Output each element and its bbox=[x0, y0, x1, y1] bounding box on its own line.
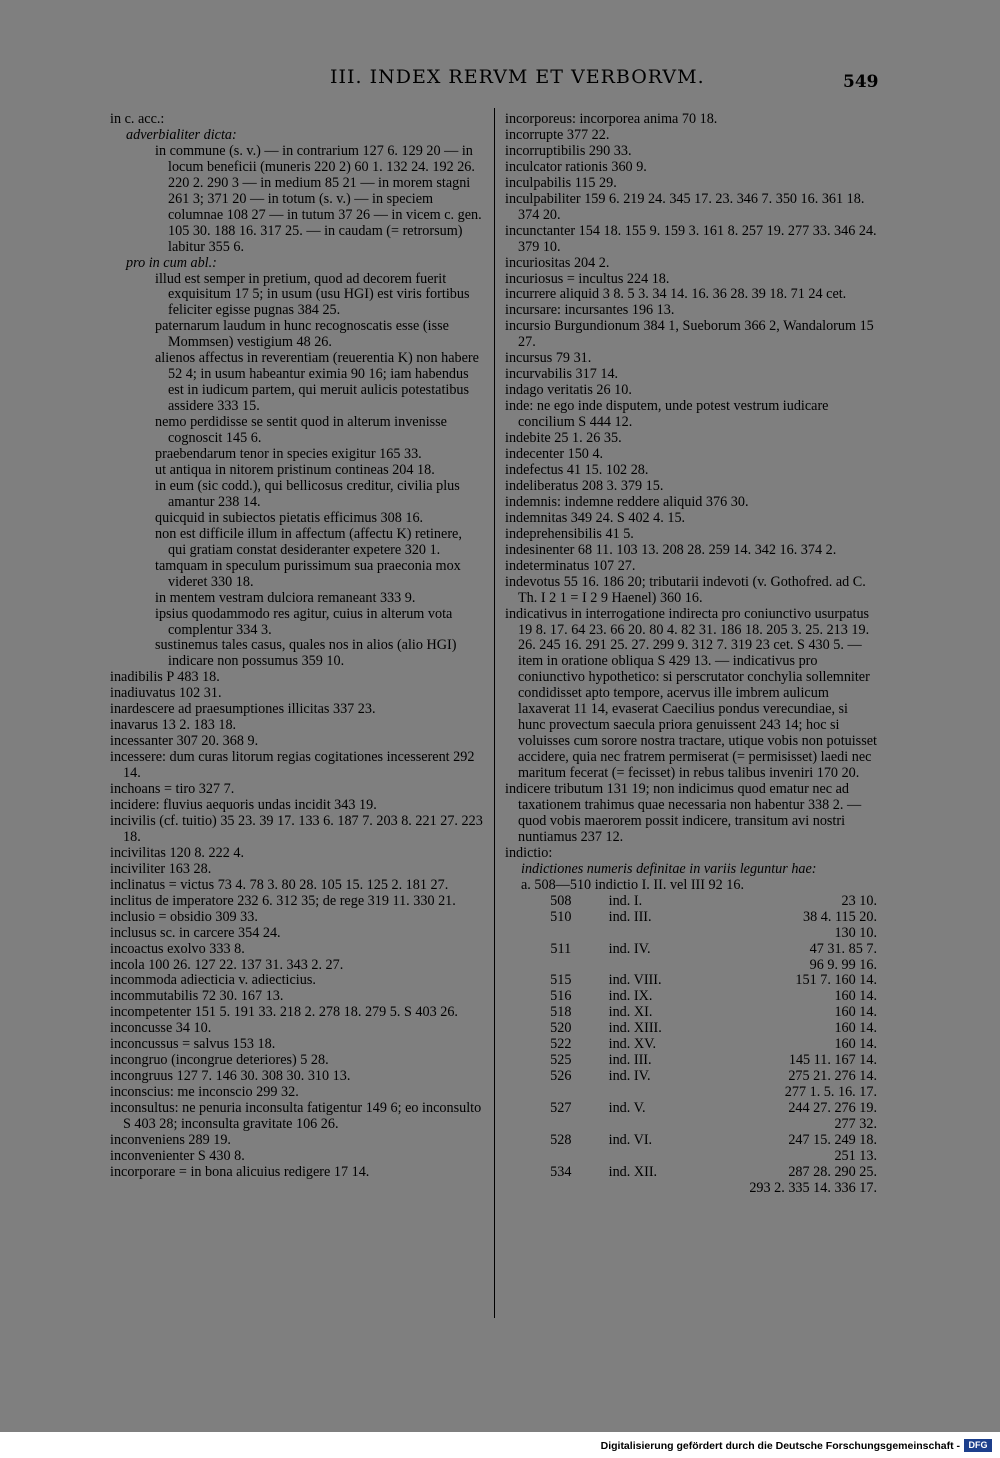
indiction-year: 508 bbox=[550, 892, 572, 909]
table-row bbox=[525, 1165, 877, 1197]
indiction-year: 527 bbox=[550, 1100, 572, 1117]
indiction-year: 525 bbox=[550, 1052, 572, 1069]
indiction-ref-line: 251 13. bbox=[834, 1147, 877, 1164]
index-entry: indicere tributum 131 19; non indicimus quod ematur nec ad taxationem trahimus quae necessaria non habentur 338 2. — quod vobis maerorem possit indicere, transitum avi nostri nuntiamus 237 12. bbox=[505, 781, 862, 845]
indiction-ref-line: 130 10. bbox=[834, 924, 877, 941]
indiction-refs bbox=[718, 989, 877, 1005]
table-row bbox=[525, 910, 877, 942]
indiction-year: 518 bbox=[550, 1004, 572, 1021]
indiction-ref-line: 145 11. 167 14. bbox=[788, 1052, 877, 1069]
indiction-ref-line: 47 31. 85 7. bbox=[809, 940, 877, 957]
indiction-ind: ind. V. bbox=[608, 1100, 646, 1117]
index-entry: incursio Burgundionum 384 1, Sueborum 366 2, Wandalorum 15 27. bbox=[505, 318, 874, 351]
table-row bbox=[525, 1037, 877, 1053]
index-entry: indemnis: indemne reddere aliquid 376 30. bbox=[505, 493, 749, 510]
index-entry: inconvenienter S 430 8. bbox=[110, 1147, 245, 1164]
indiction-ind: ind. XIII. bbox=[608, 1020, 662, 1037]
indiction-ind: ind. IX. bbox=[608, 988, 653, 1005]
index-entry: ipsius quodammodo res agitur, cuius in alterum vota complentur 334 3. bbox=[155, 605, 453, 638]
indiction-ref-line: 151 7. 160 14. bbox=[795, 972, 877, 989]
index-entry: nemo perdidisse se sentit quod in alterum invenisse cognoscit 145 6. bbox=[155, 414, 447, 447]
index-entry: incursus 79 31. bbox=[505, 350, 592, 367]
index-entry: indeliberatus 208 3. 379 15. bbox=[505, 477, 664, 494]
index-entry: indebite 25 1. 26 35. bbox=[505, 430, 622, 447]
index-entry: indictio: bbox=[505, 844, 553, 861]
indiction-ind: ind. IV. bbox=[608, 940, 651, 957]
indiction-refs bbox=[718, 942, 877, 974]
index-entry: indago veritatis 26 10. bbox=[505, 382, 632, 399]
index-entry: praebendarum tenor in species exigitur 165 33. bbox=[155, 446, 422, 463]
indiction-year: 510 bbox=[550, 908, 572, 925]
index-entry: incessanter 307 20. 368 9. bbox=[110, 733, 259, 750]
index-entry: indicativus in interrogatione indirecta pro coniunctivo usurpatus 19 8. 17. 64 23. 66 20. 80 4. 82 31. 186 18. 205 3. 25. 213 19. 26. 245 16. 291 25. 27. 299 9. 312 7. 319 23 cet. S 430 5. — item in oratione obliqua S 429 13. — indicativus pro coniunctivo hypothetico: si perscrutator conchylia sollemniter condidisset apto tempore, acervus ille imbrem aulicum laxaverat 11 14, evaserat Caecilius pondus verecundiae, si hunc provectum saecula priora genuissent 243 14; hoc si voluisses cum sorore nostra tractare, utique vobis non potuisset accidere, quia nec fratrem permiserat (= permisisset) laedi nec maritum fecerat (= fecisset) in rebus talibus inveniri 170 20. bbox=[505, 605, 877, 782]
index-entry: incommoda adiecticia v. adiecticius. bbox=[110, 972, 316, 989]
index-entry: incompetenter 151 5. 191 33. 218 2. 278 18. 279 5. S 403 26. bbox=[110, 1004, 458, 1021]
indiction-ind: ind. VI. bbox=[608, 1132, 653, 1148]
indiction-ref-line: 244 27. 276 19. bbox=[788, 1100, 877, 1117]
index-entry: incoactus exolvo 333 8. bbox=[110, 940, 245, 957]
index-entry: indevotus 55 16. 186 20; tributarii indevoti (v. Gothofred. ad C. Th. I 2 1 = I 2 9 Haenel) 360 16. bbox=[505, 573, 866, 606]
indiction-year: 520 bbox=[550, 1020, 572, 1037]
footer-bar bbox=[0, 1432, 1000, 1458]
indiction-ref-line: 160 14. bbox=[834, 1004, 877, 1021]
index-entry: inavarus 13 2. 183 18. bbox=[110, 717, 237, 734]
indiction-year: 515 bbox=[550, 972, 572, 989]
index-entry: in c. acc.: bbox=[110, 111, 165, 127]
index-entry: inclusus sc. in carcere 354 24. bbox=[110, 924, 281, 941]
index-entry: inciviliter 163 28. bbox=[110, 860, 212, 877]
indiction-refs bbox=[718, 1069, 877, 1101]
dfg-logo-icon: DFG bbox=[964, 1439, 992, 1452]
index-entry: inculpabiliter 159 6. 219 24. 345 17. 23. 346 7. 350 16. 361 18. 374 20. bbox=[505, 190, 865, 223]
index-entry: inadibilis P 483 18. bbox=[110, 669, 220, 686]
indiction-ind: ind. IV. bbox=[608, 1068, 651, 1085]
index-entry: inconcussus = salvus 153 18. bbox=[110, 1036, 276, 1053]
index-entry: incurvabilis 317 14. bbox=[505, 366, 619, 383]
table-row bbox=[525, 1005, 877, 1021]
index-entry: incongruo (incongrue deteriores) 5 28. bbox=[110, 1052, 329, 1069]
table-row bbox=[525, 942, 877, 974]
indiction-year: 534 bbox=[550, 1163, 572, 1180]
indiction-ref-line: 38 4. 115 20. bbox=[803, 908, 877, 925]
indiction-year: 528 bbox=[550, 1132, 572, 1148]
indiction-ind: ind. VIII. bbox=[608, 972, 662, 989]
index-entry: alienos affectus in reverentiam (reuerentia K) non habere 52 4; in usum habeantur eximia 90 16; iam habendus est in iudicum partem, qui meruit aulicis potestatibus assidere 333 15. bbox=[155, 350, 479, 415]
footer-credit: Digitalisierung gefördert durch die Deutsche Forschungsgemeinschaft - bbox=[600, 1440, 960, 1452]
index-entry: sustinemus tales casus, quales nos in alios (alio HGI) indicare non possumus 359 10. bbox=[155, 637, 457, 670]
index-entry: non est difficile illum in affectum (affectu K) retinere, qui gratiam constat desideranter expetere 320 1. bbox=[155, 525, 462, 558]
table-row bbox=[525, 1069, 877, 1101]
index-entry: inculpabilis 115 29. bbox=[505, 174, 617, 191]
index-entry: quicquid in subiectos pietatis efficimus 308 16. bbox=[155, 509, 424, 526]
table-row bbox=[525, 1133, 877, 1165]
running-head: III. INDEX RERVM ET VERBORVM. bbox=[330, 66, 705, 88]
index-entry: inconveniens 289 19. bbox=[110, 1132, 231, 1148]
table-row bbox=[525, 894, 877, 910]
indiction-ref-line: 293 2. 335 14. 336 17. bbox=[749, 1179, 877, 1196]
indiction-ref-line: 96 9. 99 16. bbox=[809, 956, 877, 973]
indiction-ref-line: 23 10. bbox=[841, 892, 877, 909]
indiction-year: 511 bbox=[550, 940, 572, 957]
indiction-ref-line: 247 15. 249 18. bbox=[788, 1132, 877, 1148]
indiction-refs bbox=[718, 1133, 877, 1165]
index-entry: inclusio = obsidio 309 33. bbox=[110, 908, 258, 925]
indiction-ref-line: 160 14. bbox=[834, 1036, 877, 1053]
table-row bbox=[525, 1021, 877, 1037]
index-entry: indecenter 150 4. bbox=[505, 446, 604, 463]
index-entry: incorporare = in bona alicuius redigere 17 14. bbox=[110, 1163, 370, 1180]
index-entry: indemnitas 349 24. S 402 4. 15. bbox=[505, 509, 686, 526]
index-entry: in eum (sic codd.), qui bellicosus creditur, civilia plus amantur 238 14. bbox=[155, 477, 460, 510]
index-entry: inde: ne ego inde disputem, unde potest vestrum iudicare concilium S 444 12. bbox=[505, 398, 829, 431]
index-entry: in commune (s. v.) — in contrarium 127 6. 129 20 — in locum beneficii (muneris 220 2) 60 1. 132 24. 192 26. 220 2. 290 3 — in medium 85 21 — in morem stagni 261 3; 371 20 — in totum (s. v.) — in speciem columnae 108 27 — in tutum 37 26 — in vicem c. gen. 105 30. 188 16. 317 25. — in caudam (= retrorsum) labitur 355 6. bbox=[155, 142, 482, 255]
index-entry: incorruptibilis 290 33. bbox=[505, 142, 632, 159]
index-entry: incorporeus: incorporea anima 70 18. bbox=[505, 111, 718, 127]
indiction-year: 522 bbox=[550, 1036, 572, 1053]
index-entry: incurrere aliquid 3 8. 5 3. 34 14. 16. 36 28. 39 18. 71 24 cet. bbox=[505, 286, 847, 303]
table-row bbox=[525, 1101, 877, 1133]
index-entry: indeterminatus 107 27. bbox=[505, 557, 636, 574]
index-entry: incola 100 26. 127 22. 137 31. 343 2. 27. bbox=[110, 956, 344, 973]
indiction-refs bbox=[718, 1053, 877, 1069]
index-entry: incommutabilis 72 30. 167 13. bbox=[110, 988, 284, 1005]
indiction-ref-line: 160 14. bbox=[834, 988, 877, 1005]
indiction-refs bbox=[718, 910, 877, 942]
index-entry: inadiuvatus 102 31. bbox=[110, 685, 222, 702]
index-entry: indictiones numeris definitae in variis leguntur hae: bbox=[521, 860, 817, 877]
index-entry: tamquam in speculum purissimum sua praeconia mox videret 330 18. bbox=[155, 557, 461, 590]
index-entry: inconcusse 34 10. bbox=[110, 1020, 212, 1037]
index-entry: inclinatus = victus 73 4. 78 3. 80 28. 105 15. 125 2. 181 27. bbox=[110, 876, 449, 893]
indiction-refs bbox=[718, 1037, 877, 1053]
table-row bbox=[525, 989, 877, 1005]
index-entry: pro in cum abl.: bbox=[126, 254, 217, 271]
indiction-ref-line: 277 1. 5. 16. 17. bbox=[784, 1084, 877, 1101]
index-entry: incursare: incursantes 196 13. bbox=[505, 302, 675, 319]
indiction-ref-line: 275 21. 276 14. bbox=[788, 1068, 877, 1085]
index-entry: inardescere ad praesumptiones illicitas 337 23. bbox=[110, 701, 376, 718]
indiction-ind: ind. XV. bbox=[608, 1036, 657, 1053]
indiction-ref-line: 287 28. 290 25. bbox=[788, 1163, 877, 1180]
index-entry: inchoans = tiro 327 7. bbox=[110, 781, 235, 798]
index-entry: a. 508—510 indictio I. II. vel III 92 16. bbox=[521, 876, 745, 893]
index-entry: incidere: fluvius aequoris undas incidit 343 19. bbox=[110, 796, 377, 813]
index-entry: illud est semper in pretium, quod ad decorem fuerit exquisitum 17 5; in usum (usu HGI) est viris fortibus feliciter egisse pugnas 384 25. bbox=[155, 270, 470, 319]
index-entry: incorrupte 377 22. bbox=[505, 126, 610, 143]
indiction-ind: ind. XI. bbox=[608, 1004, 653, 1021]
page-number: 549 bbox=[843, 72, 879, 92]
indiction-ind: ind. I. bbox=[608, 892, 643, 909]
indiction-refs bbox=[718, 1165, 877, 1197]
index-entry: incivilitas 120 8. 222 4. bbox=[110, 844, 244, 861]
index-entry: indeprehensibilis 41 5. bbox=[505, 525, 634, 542]
index-entry: incongruus 127 7. 146 30. 308 30. 310 13. bbox=[110, 1068, 351, 1085]
right-column bbox=[505, 112, 877, 1197]
column-rule bbox=[494, 108, 495, 1318]
index-entry: incunctanter 154 18. 155 9. 159 3. 161 8. 257 19. 277 33. 346 24. 379 10. bbox=[505, 222, 877, 255]
index-entry: incivilis (cf. tuitio) 35 23. 39 17. 133 6. 187 7. 203 8. 221 27. 223 18. bbox=[110, 812, 483, 845]
indiction-ref-line: 277 32. bbox=[834, 1116, 877, 1133]
indiction-table bbox=[525, 894, 877, 1197]
indiction-year: 526 bbox=[550, 1068, 572, 1085]
index-entry: in mentem vestram dulciora remaneant 333 9. bbox=[155, 589, 416, 606]
left-column bbox=[110, 112, 483, 1181]
index-entry: inculcator rationis 360 9. bbox=[505, 158, 647, 175]
indiction-year: 516 bbox=[550, 988, 572, 1005]
index-entry: indefectus 41 15. 102 28. bbox=[505, 461, 649, 478]
index-entry: inconscius: me inconscio 299 32. bbox=[110, 1084, 299, 1101]
right-entries bbox=[505, 112, 877, 894]
indiction-refs bbox=[718, 1005, 877, 1021]
index-entry: indesinenter 68 11. 103 13. 208 28. 259 14. 342 16. 374 2. bbox=[505, 541, 837, 558]
index-entry: incuriosus = incultus 224 18. bbox=[505, 270, 670, 287]
indiction-refs bbox=[718, 1021, 877, 1037]
indiction-ind: ind. III. bbox=[608, 1052, 652, 1069]
indiction-refs bbox=[718, 1101, 877, 1133]
index-entry: paternarum laudum in hunc recognoscatis esse (isse Mommsen) vestigium 48 26. bbox=[155, 318, 449, 351]
index-entry: incessere: dum curas litorum regias cogitationes incesserent 292 14. bbox=[110, 749, 475, 782]
indiction-ref-line: 160 14. bbox=[834, 1020, 877, 1037]
table-row bbox=[525, 973, 877, 989]
index-entry: inconsultus: ne penuria inconsulta fatigentur 149 6; eo inconsulto S 403 28; inconsulta gravitate 106 26. bbox=[110, 1100, 482, 1133]
index-entry: adverbialiter dicta: bbox=[126, 126, 237, 143]
index-entry: incuriositas 204 2. bbox=[505, 254, 610, 271]
indiction-ind: ind. XII. bbox=[608, 1163, 658, 1180]
indiction-refs bbox=[718, 894, 877, 910]
indiction-refs bbox=[718, 973, 877, 989]
index-entry: inclitus de imperatore 232 6. 312 35; de rege 319 11. 330 21. bbox=[110, 892, 456, 909]
table-row bbox=[525, 1053, 877, 1069]
indiction-ind: ind. III. bbox=[608, 908, 652, 925]
index-entry: ut antiqua in nitorem pristinum contineas 204 18. bbox=[155, 461, 435, 478]
